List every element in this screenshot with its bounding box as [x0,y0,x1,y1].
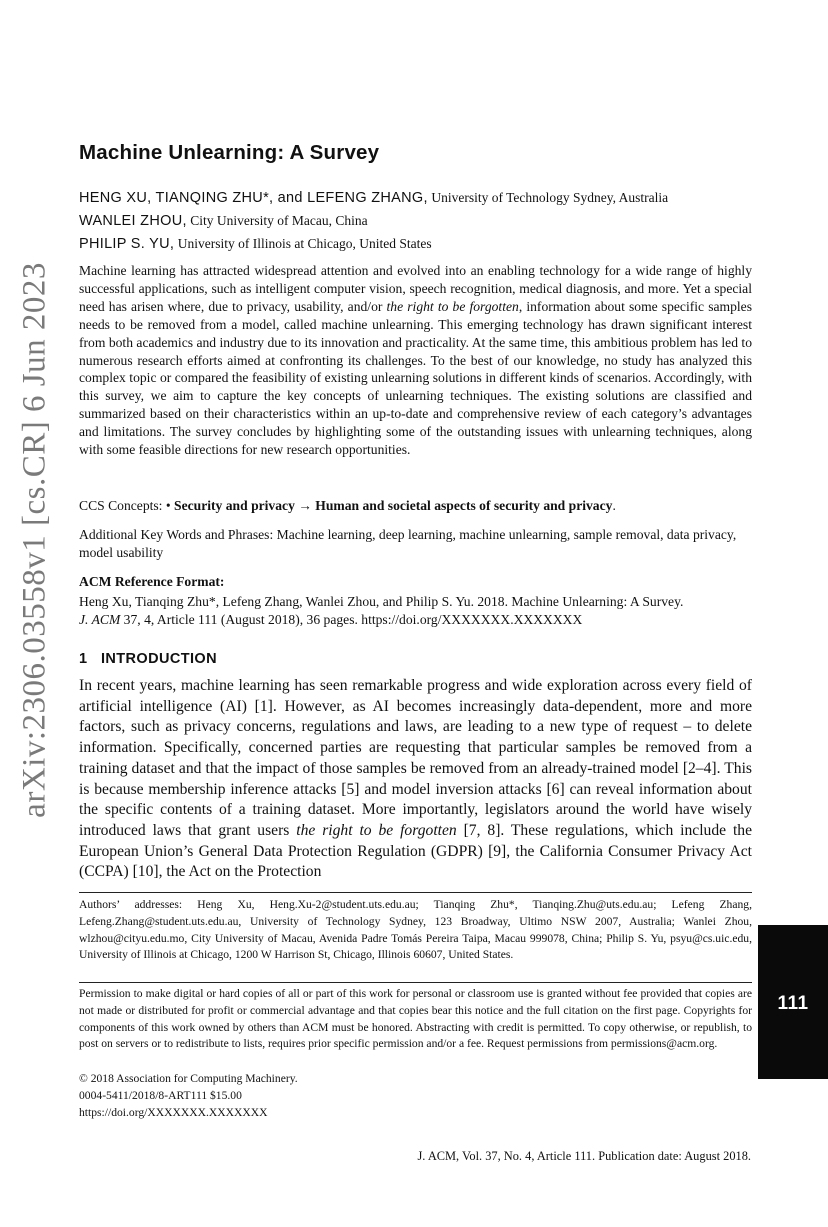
footnote-divider [79,892,752,893]
intro-emphasis: the right to be forgotten [296,821,457,839]
ccs-arrow: → [294,498,316,513]
abstract [79,262,752,459]
section-number: 1 [79,651,88,667]
acm-reference-rest: 37, 4, Article 111 (August 2018), 36 pages. https://doi.org/XXXXXXX.XXXXXXX [120,612,583,627]
page-number: 111 [777,993,809,1014]
acm-reference [79,593,752,629]
arxiv-identifier: arXiv:2306.03558v1 [cs.CR] 6 Jun 2023 [16,262,53,818]
acm-reference-line [79,611,752,629]
ccs-label: CCS Concepts: • [79,498,175,513]
keywords: Additional Key Words and Phrases: Machine learning, deep learning, machine unlearning, sample removal, data privacy, model usability [79,527,737,560]
footnote-divider [79,982,752,983]
ccs-period: . [612,498,616,513]
abstract-emphasis: the right to be forgotten [386,298,519,314]
acm-reference-heading: ACM Reference Format: [79,574,225,589]
journal-name: J. ACM [79,612,121,627]
abstract-text: , information about some specific samples needs to be removed from a model, called machine unlearning. This emerging technology has drawn significant interest from both academics and industry due to its innovation and practicality. At the same time, this ambitious problem has led to numerous research efforts aimed at confronting its challenges. To the best of our knowledge, no study has analyzed this complex topic or compared the feasibility of existing unlearning solutions in different kinds of scenarios. Accordingly, with this survey, we aim to capture the key concepts of unlearning techniques. The existing solutions are classified and summarized based on their characteristics within an up-to-date and comprehensive review of each category’s advantages and limitations. The survey concludes by highlighting some of the outstanding issues with unlearning techniques, along with some feasible directions for new research opportunities. [79,298,752,458]
author-names: HENG XU, TIANQING ZHU*, and LEFENG ZHANG, [79,190,428,206]
author-affiliation: City University of Macau, China [190,213,368,228]
intro-text: [7, 8]. These regulations, which include the European Union’s General Data Protection Regulation (GDPR) [9], the California Consumer Privacy Act (CCPA) [10], the Act on the Protection [79,821,752,881]
author-line [79,233,668,256]
section-heading [79,651,217,667]
page-footer: J. ACM, Vol. 37, No. 4, Article 111. Publication date: August 2018. [417,1149,751,1163]
author-affiliation: University of Technology Sydney, Australia [431,190,669,205]
section-title: INTRODUCTION [101,651,217,667]
arxiv-sidebar-stamp [0,250,70,830]
author-affiliation: University of Illinois at Chicago, United States [177,236,432,251]
author-block [79,187,668,256]
intro-text: In recent years, machine learning has seen remarkable progress and wide exploration across every field of artificial intelligence (AI) [1]. However, as AI becomes increasingly data-dependent, more and more factors, such as privacy concerns, regulations and laws, are leading to a new type of request – to delete information. Specifically, concerned parties are requesting that particular samples be removed from a training dataset and that the impact of those samples be removed from an already-trained model [2–4]. This is because membership inference attacks [5] and model inversion attacks [6] can reveal information about the specific contents of a training dataset. More importantly, legislators around the world have wisely introduced laws that grant users [79,677,752,839]
author-line [79,187,668,210]
author-names: PHILIP S. YU, [79,236,175,252]
permission-notice: Permission to make digital or hard copies of all or part of this work for personal or classroom use is granted without fee provided that copies are not made or distributed for profit or commercial advantage and that copies bear this notice and the full citation on the first page. Copyrights for components of this work owned by others than ACM must be honored. Abstracting with credit is permitted. To copy otherwise, or republish, to post on servers or to redistribute to lists, requires prior specific permission and/or a fee. Request permissions from permissions@acm.org. [79,987,752,1051]
introduction-paragraph [79,676,752,883]
copyright-line: © 2018 Association for Computing Machinery. [79,1072,298,1085]
issn-line: 0004-5411/2018/8-ART111 $15.00 [79,1089,242,1102]
author-line [79,210,668,233]
page-number-tab [758,925,828,1079]
ccs-concept: Security and privacy [174,498,295,513]
ccs-subconcept: Human and societal aspects of security and privacy [315,498,613,513]
authors-addresses-footnote: Authors’ addresses: Heng Xu, Heng.Xu-2@student.uts.edu.au; Tianqing Zhu*, Tianqing.Zhu@uts.edu.au; Lefeng Zhang, Lefeng.Zhang@student.uts.edu.au, University of Technology Sydney, 123 Broadway, Ultimo NSW 2007, Australia; Wanlei Zhou, wlzhou@cityu.edu.mo, City University of Macau, Avenida Padre Tomás Pereira Taipa, Macau 999078, China; Philip S. Yu, psyu@cs.uic.edu, University of Illinois at Chicago, 1200 W Harrison St, Chicago, Illinois 60607, United States. [79,898,752,962]
paper-title: Machine Unlearning: A Survey [79,141,380,164]
doi-line: https://doi.org/XXXXXXX.XXXXXXX [79,1106,268,1119]
acm-reference-line: Heng Xu, Tianqing Zhu*, Lefeng Zhang, Wanlei Zhou, and Philip S. Yu. 2018. Machine Unlearning: A Survey. [79,594,684,609]
ccs-concepts [79,497,752,515]
author-names: WANLEI ZHOU, [79,213,187,229]
abstract-text: Machine learning has attracted widespread attention and evolved into an enabling technology for a wide range of highly successful applications, such as intelligent computer vision, speech recognition, medical diagnosis, and more. Yet a special need has arisen where, due to privacy, usability, and/or [79,263,752,314]
